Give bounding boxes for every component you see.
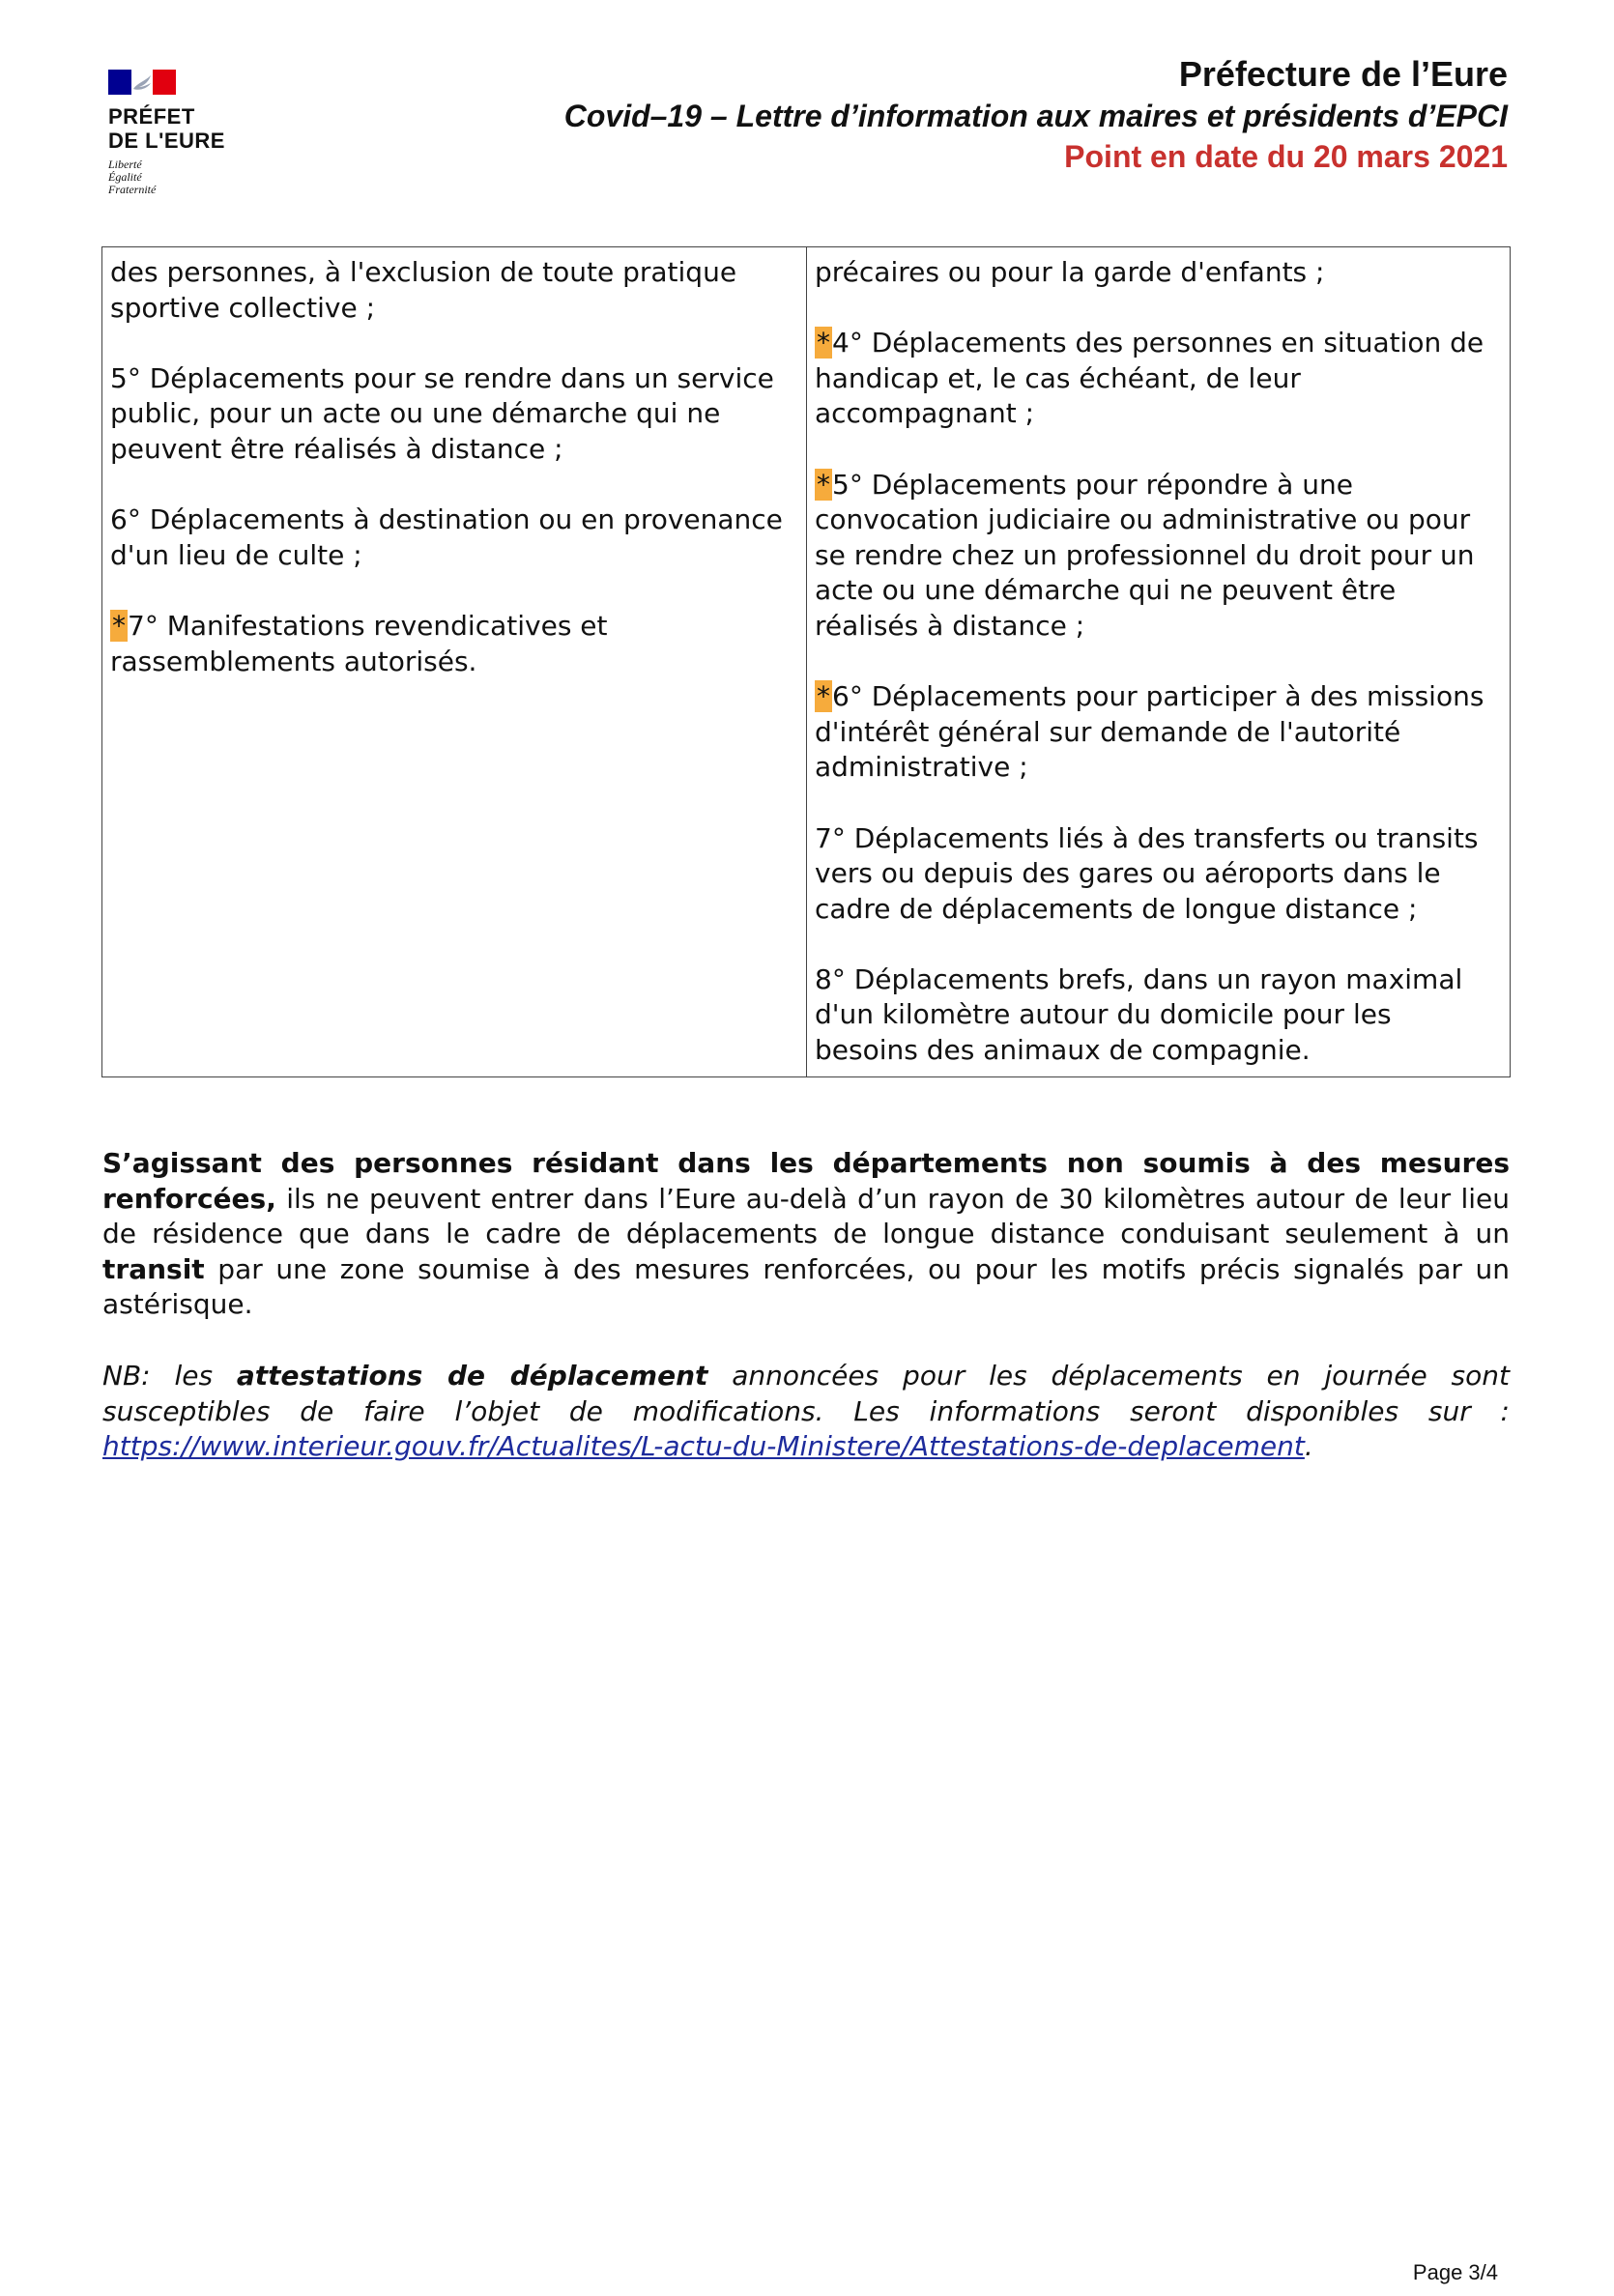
- table-item: 6° Déplacements à destination ou en provenance d'un lieu de culte ;: [110, 503, 783, 571]
- table-item: *6° Déplacements pour participer à des missions d'intérêt général sur demande de l'autorité administrative ;: [815, 680, 1484, 784]
- update-date: Point en date du 20 mars 2021: [1064, 139, 1508, 174]
- motto-egalite: Égalité: [108, 170, 142, 184]
- french-flag-marianne-icon: [108, 70, 176, 95]
- page-number: Page 3/4: [1412, 2260, 1498, 2284]
- asterisk-marker: *: [112, 609, 126, 642]
- org-name-line1: PRÉFET: [108, 104, 195, 129]
- attestations-emphasis: attestations de déplacement: [236, 1360, 708, 1392]
- table-item: 5° Déplacements pour se rendre dans un service public, pour un acte ou une démarche qui ne peuvent être réalisés à distance ;: [110, 361, 774, 465]
- paragraph-bold-intro: S’agissant des personnes résidant dans les départements non soumis à des mesures renforcées,: [102, 1147, 1510, 1215]
- asterisk-marker: *: [817, 327, 830, 359]
- asterisk-marker: *: [817, 680, 830, 713]
- org-name: [108, 104, 244, 153]
- letter-subtitle: Covid–19 – Lettre d’information aux maires et présidents d’EPCI: [563, 99, 1508, 133]
- motto-fraternite: Fraternité: [108, 183, 157, 196]
- table-column-right: [806, 247, 1510, 1076]
- asterisk-marker: *: [817, 468, 830, 501]
- table-item: 7° Déplacements liés à des transferts ou transits vers ou depuis des gares ou aéroports dans le cadre de déplacements de longue distance ;: [815, 821, 1479, 925]
- movements-table: [101, 246, 1511, 1077]
- document-header: [564, 52, 1508, 178]
- table-column-left: [102, 247, 806, 1076]
- table-item: des personnes, à l'exclusion de toute pratique sportive collective ;: [110, 256, 737, 324]
- table-item: *5° Déplacements pour répondre à une convocation judiciaire ou administrative ou pour se rendre chez un professionnel du droit pour un acte ou une démarche qui ne peuvent être réalisés à distance ;: [815, 468, 1475, 642]
- attestations-link[interactable]: https://www.interieur.gouv.fr/Actualites/L-actu-du-Ministere/Attestations-de-deplacement: [102, 1430, 1305, 1463]
- table-item: 8° Déplacements brefs, dans un rayon maximal d'un kilomètre autour du domicile pour les besoins des animaux de compagnie.: [815, 962, 1463, 1067]
- table-item: *7° Manifestations revendicatives et rassemblements autorisés.: [110, 609, 608, 677]
- org-name-line2: DE L'EURE: [108, 129, 225, 153]
- nb-attestations-paragraph: NB: les attestations de déplacement annoncées pour les déplacements en journée sont susceptibles de faire l’objet de modifications. Les informations seront disponibles sur : https://www.interieur.gouv.fr/Actualites/L-actu-du-Ministere/Attestations-de-deplacement.: [102, 1360, 1511, 1463]
- table-item: *4° Déplacements des personnes en situation de handicap et, le cas échéant, de leur accompagnant ;: [815, 327, 1484, 430]
- transit-emphasis: transit: [102, 1252, 205, 1285]
- non-reinforced-departments-paragraph: S’agissant des personnes résidant dans les départements non soumis à des mesures renforcées, ils ne peuvent entrer dans l’Eure au-delà d’un rayon de 30 kilomètres autour de leur lieu de résidence que dans le cadre de déplacements de longue distance conduisant seulement à un transit par une zone soumise à des mesures renforcées, ou pour les motifs précis signalés par un astérisque.: [102, 1147, 1510, 1321]
- republic-motto: [108, 158, 244, 196]
- table-item: précaires ou pour la garde d'enfants ;: [815, 256, 1325, 288]
- prefecture-title: Préfecture de l’Eure: [1178, 54, 1508, 94]
- motto-liberte: Liberté: [108, 158, 142, 171]
- prefet-logo: [108, 70, 244, 196]
